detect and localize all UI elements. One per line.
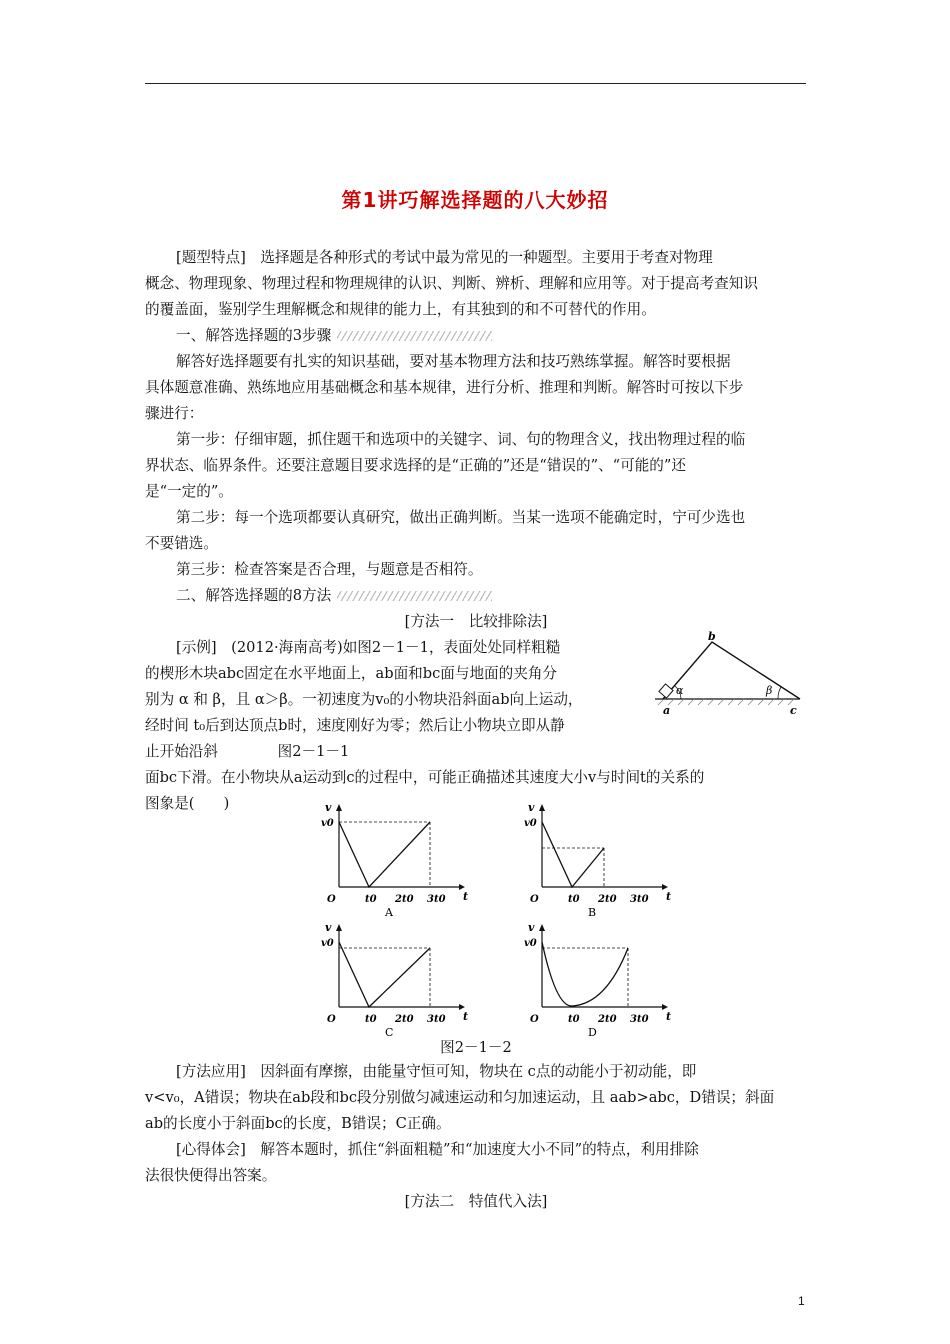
axis-t-label: t: [666, 1010, 672, 1023]
paragraph-line: 解答好选择题要有扎实的知识基础，要对基本物理方法和技巧熟练掌握。解答时要根据: [176, 353, 731, 370]
axis-v-label: v: [528, 801, 535, 814]
ground-hatch: [658, 699, 794, 705]
option-c-label: C: [385, 1026, 394, 1039]
figure-caption: 图2－1－1: [277, 743, 350, 760]
page-title: 第1讲巧解选择题的八大妙招: [341, 188, 609, 212]
v-t-curve: [339, 822, 430, 887]
paragraph-line: 第一步：仔细审题，抓住题干和选项中的关键字、词、句的物理含义，找出物理过程的临: [176, 431, 746, 448]
section2-heading-text: 二、解答选择题的8方法: [176, 587, 332, 604]
small-block: [659, 684, 673, 698]
axis-t-label: t: [666, 890, 672, 903]
header-rule: [145, 83, 806, 84]
tick-2t0-label: 2t0: [395, 894, 414, 905]
tick-2t0-label: 2t0: [598, 1014, 617, 1025]
example-text: 止开始沿斜: [145, 743, 218, 760]
tick-t0-label: t0: [568, 894, 580, 905]
example-line: 的楔形木块abc固定在水平地面上，ab面和bc面与地面的夹角分: [145, 665, 558, 682]
axis-v0-label: v0: [524, 818, 537, 829]
example-line: 经时间 t₀后到达顶点b时，速度刚好为零；然后让小物块立即从静: [145, 717, 565, 734]
page-number: 1: [798, 1294, 805, 1308]
tick-t0-label: t0: [568, 1014, 580, 1025]
method-heading: [方法二 特值代入法]: [404, 1193, 548, 1210]
example-line: [145, 739, 807, 765]
vertex-b-label: b: [708, 630, 716, 643]
tick-3t0-label: 3t0: [630, 894, 649, 905]
paragraph-line: 界状态、临界条件。还要注意题目要求选择的是“正确的”还是“错误的”、“可能的”还: [145, 457, 686, 474]
axis-v0-label: v0: [524, 938, 537, 949]
tick-2t0-label: 2t0: [395, 1014, 414, 1025]
paragraph-line: 第二步：每一个选项都要认真研究，做出正确判断。当某一选项不能确定时，宁可少选也: [176, 509, 746, 526]
v-t-curve: [339, 942, 430, 1007]
example-line: 面bc下滑。在小物块从a运动到c的过程中，可能正确描述其速度大小v与时间t的关系的: [145, 769, 705, 786]
graph-option-c: [313, 920, 473, 1040]
intro-line: 概念、物理现象、物理过程和物理规律的认识、判断、辨析、理解和应用等。对于提高考查知识: [145, 275, 758, 292]
section1-heading-text: 一、解答选择题的3步骤: [176, 327, 332, 344]
tick-t0-label: t0: [365, 1014, 377, 1025]
beta-label: β: [766, 684, 773, 697]
option-d-label: D: [588, 1026, 597, 1039]
tick-3t0-label: 3t0: [427, 894, 446, 905]
section2-heading: [176, 583, 492, 609]
figure-caption: 图2－1－2: [440, 1039, 512, 1056]
graph-option-b: [516, 800, 676, 920]
heading-hatch-decoration: [337, 591, 492, 601]
method-application-line: [方法应用] 因斜面有摩擦，由能量守恒可知，物块在 c点的动能小于初动能，即: [176, 1063, 697, 1080]
graph-option-d: [516, 920, 676, 1040]
method-heading: [方法一 比较排除法]: [404, 613, 548, 630]
example-line: [示例] (2012·海南高考)如图2－1－1，表面处处同样粗糙: [176, 639, 561, 656]
v-t-curve: [542, 942, 628, 1006]
alpha-label: α: [676, 684, 684, 697]
tick-t0-label: t0: [365, 894, 377, 905]
method-application-line: ab的长度小于斜面bc的长度，B错误；C正确。: [145, 1115, 451, 1132]
example-line: 图象是( ): [145, 795, 230, 812]
intro-line: [题型特点] 选择题是各种形式的考试中最为常见的一种题型。主要用于考查对物理: [176, 249, 713, 266]
wedge-figure: [650, 628, 815, 718]
paragraph-line: 是“一定的”。: [145, 483, 233, 500]
intro-line: 的覆盖面，鉴别学生理解概念和规律的能力上，有其独到的和不可替代的作用。: [145, 301, 656, 318]
paragraph-line: 骤进行：: [145, 405, 204, 422]
section1-heading: [176, 323, 492, 349]
example-line: 别为 α 和 β，且 α＞β。一初速度为v₀的小物块沿斜面ab向上运动，: [145, 691, 583, 708]
experience-line: 法很快便得出答案。: [145, 1167, 277, 1184]
experience-line: [心得体会] 解答本题时，抓住“斜面粗糙”和“加速度大小不同”的特点，利用排除: [176, 1141, 699, 1158]
axis-v0-label: v0: [321, 818, 334, 829]
origin-label: O: [530, 1014, 539, 1025]
axis-t-label: t: [463, 890, 469, 903]
origin-label: O: [327, 894, 336, 905]
vertex-c-label: c: [790, 704, 797, 717]
paragraph-line: 不要错选。: [145, 535, 218, 552]
origin-label: O: [327, 1014, 336, 1025]
method-application-line: v<v₀，A错误；物块在ab段和bc段分别做匀减速运动和匀加速运动，且 aab>abc，D错误；斜面: [145, 1089, 775, 1106]
heading-hatch-decoration: [337, 331, 492, 341]
tick-3t0-label: 3t0: [630, 1014, 649, 1025]
axis-t-label: t: [463, 1010, 469, 1023]
paragraph-line: 具体题意准确、熟练地应用基础概念和基本规律，进行分析、推理和判断。解答时可按以下步: [145, 379, 744, 396]
vertex-a-label: a: [663, 704, 671, 717]
tick-3t0-label: 3t0: [427, 1014, 446, 1025]
origin-label: O: [530, 894, 539, 905]
tick-2t0-label: 2t0: [598, 894, 617, 905]
graph-option-a: [313, 800, 473, 920]
axis-v-label: v: [528, 921, 535, 934]
paragraph-line: 第三步：检查答案是否合理，与题意是否相符。: [176, 561, 483, 578]
v-t-curve: [542, 822, 604, 887]
axis-v-label: v: [325, 801, 332, 814]
option-b-label: B: [588, 906, 597, 919]
axis-v0-label: v0: [321, 938, 334, 949]
axis-v-label: v: [325, 921, 332, 934]
option-a-label: A: [385, 906, 393, 919]
